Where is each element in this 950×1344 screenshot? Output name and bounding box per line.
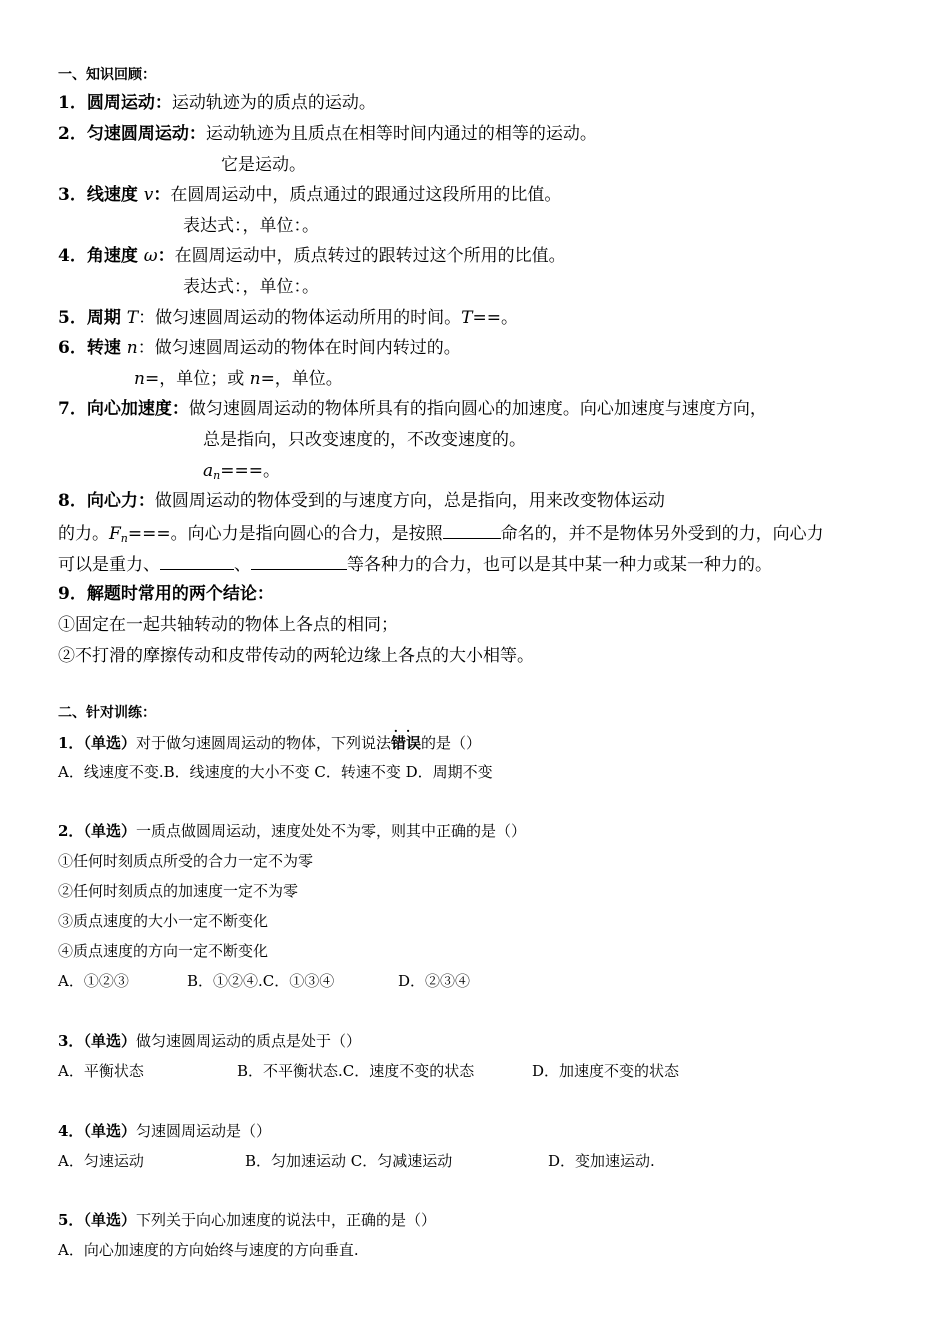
item-4-num: 4． xyxy=(58,246,87,266)
q3-stem: 做匀速圆周运动的质点是处于（） xyxy=(135,1032,361,1050)
q3-option-d: D．加速度不变的状态 xyxy=(532,1062,680,1080)
item-6-term: 转速 xyxy=(86,338,127,358)
q2-stem: 一质点做圆周运动，速度处处不为零，则其中正确的是（） xyxy=(135,822,526,840)
item-3-line2: 表达式：，单位：。 xyxy=(183,216,319,236)
question-3 xyxy=(58,1034,361,1049)
item-5-symbol: T xyxy=(126,308,139,328)
item-4-colon: ： xyxy=(157,246,175,266)
item-1-num: 1． xyxy=(58,93,87,113)
item-2 xyxy=(58,126,597,143)
item-8-text: 做圆周运动的物体受到的与速度方向，总是指向，用来改变物体运动 xyxy=(154,491,665,511)
q2-statement-4: ④质点速度的方向一定不断变化 xyxy=(58,942,269,960)
item-2-term: 匀速圆周运动： xyxy=(86,124,206,144)
item-6 xyxy=(58,340,461,357)
item-2-text: 运动轨迹为且质点在相等时间内通过的相等的运动。 xyxy=(205,124,597,144)
q1-options: A．线速度不变.B．线速度的大小不变 C．转速不变 D．周期不变 xyxy=(58,763,493,781)
item-5-text: 做匀速圆周运动的物体运动所用的时间。 xyxy=(155,308,462,328)
item-8-line3-a: 可以是重力、 xyxy=(58,555,160,575)
question-1 xyxy=(58,724,481,752)
blank-line-3 xyxy=(251,555,347,570)
q3-num: 3． xyxy=(58,1032,84,1050)
item-3-num: 3． xyxy=(58,185,87,205)
item-8-line3 xyxy=(58,555,772,574)
q2-option-d: D．②③④ xyxy=(398,972,471,990)
q1-num: 1． xyxy=(58,734,84,752)
item-6-colon: ： xyxy=(137,338,155,358)
item-8-line2-c: 命名的，并不是物体另外受到的力，向心力 xyxy=(500,524,824,544)
q4-option-bc: B．匀加速运动 C．匀减速运动 xyxy=(245,1152,453,1170)
q3-tag: （单选） xyxy=(83,1032,136,1050)
emphasis-dots: ·· xyxy=(393,724,419,738)
q1-stem-a: 对于做匀速圆周运动的物体，下列说法 xyxy=(135,734,391,752)
q2-statement-1: ①任何时刻质点所受的合力一定不为零 xyxy=(58,852,314,870)
item-7-text: 做匀速圆周运动的物体所具有的指向圆心的加速度。向心加速度与速度方向， xyxy=(188,399,767,419)
item-5-tail-symbol: T xyxy=(461,308,473,328)
item-3 xyxy=(58,187,561,204)
q2-tag: （单选） xyxy=(83,822,136,840)
item-8-num: 8． xyxy=(58,491,87,511)
question-4 xyxy=(58,1124,271,1139)
item-7 xyxy=(58,401,767,418)
item-8-line2-subscript: n xyxy=(120,532,128,545)
item-8-term: 向心力： xyxy=(86,491,155,511)
item-7-line3-symbol: a xyxy=(203,461,214,481)
item-6-line2-b: =，单位。 xyxy=(260,369,343,389)
item-5-term: 周期 xyxy=(86,308,127,328)
question-2 xyxy=(58,824,526,839)
q5-tag: （单选） xyxy=(83,1211,136,1229)
q5-option-a: A．向心加速度的方向始终与速度的方向垂直. xyxy=(58,1241,359,1259)
section2-title: 二、针对训练： xyxy=(58,705,156,721)
q2-statement-3: ③质点速度的大小一定不断变化 xyxy=(58,912,269,930)
q5-num: 5． xyxy=(58,1211,84,1229)
item-5-num: 5． xyxy=(58,308,87,328)
item-6-num: 6． xyxy=(58,338,87,358)
item-5 xyxy=(58,310,518,327)
item-7-num: 7． xyxy=(58,399,87,419)
item-6-symbol: n xyxy=(126,338,138,358)
item-2-line2: 它是运动。 xyxy=(221,155,306,175)
item-1 xyxy=(58,95,376,112)
q2-statement-2: ②任何时刻质点的加速度一定不为零 xyxy=(58,882,299,900)
q2-num: 2． xyxy=(58,822,84,840)
section1-title: 一、知识回顾： xyxy=(58,67,156,83)
item-2-num: 2． xyxy=(58,124,87,144)
item-6-line2-symbol-1: n xyxy=(134,369,145,389)
q4-tag: （单选） xyxy=(83,1122,136,1140)
item-5-tail: ==。 xyxy=(472,308,518,328)
item-5-colon: ： xyxy=(138,308,156,328)
item-8-line2-b: ===。向心力是指向圆心的合力，是按照 xyxy=(127,524,443,544)
item-3-term: 线速度 xyxy=(86,185,144,205)
item-6-line2 xyxy=(134,371,343,388)
item-3-colon: ： xyxy=(153,185,171,205)
q1-tag: （单选） xyxy=(83,734,136,752)
item-6-line2-a: =，单位；或 xyxy=(144,369,250,389)
item-8-line2 xyxy=(58,524,824,544)
item-9-term: 解题时常用的两个结论： xyxy=(86,584,274,604)
item-4-symbol: ω xyxy=(143,246,158,266)
blank-line-2 xyxy=(160,555,234,570)
item-4-text: 在圆周运动中，质点转过的跟转过这个所用的比值。 xyxy=(174,246,566,266)
question-5 xyxy=(58,1213,436,1228)
item-7-line3-subscript: n xyxy=(213,469,221,482)
q4-num: 4． xyxy=(58,1122,84,1140)
item-4 xyxy=(58,248,566,265)
q4-stem: 匀速圆周运动是（） xyxy=(135,1122,271,1140)
item-4-term: 角速度 xyxy=(86,246,144,266)
item-8-line3-c: 等各种力的合力，也可以是其中某一种力或某一种力的。 xyxy=(347,555,772,575)
item-7-term: 向心加速度： xyxy=(86,399,189,419)
item-7-line3 xyxy=(203,463,280,481)
conclusion-2: ②不打滑的摩擦传动和皮带传动的两轮边缘上各点的大小相等。 xyxy=(58,646,534,666)
item-6-line2-symbol-2: n xyxy=(249,369,261,389)
conclusion-1: ①固定在一起共轴转动的物体上各点的相同； xyxy=(58,615,398,635)
item-7-line2: 总是指向，只改变速度的，不改变速度的。 xyxy=(203,430,526,450)
q3-option-bc: B．不平衡状态.C．速度不变的状态 xyxy=(237,1062,475,1080)
item-3-text: 在圆周运动中，质点通过的跟通过这段所用的比值。 xyxy=(170,185,562,205)
q2-option-bc: B．①②④.C．①③④ xyxy=(187,972,335,990)
item-8-line2-symbol: F xyxy=(109,524,121,544)
item-8 xyxy=(58,493,665,510)
item-7-line3-text: ===。 xyxy=(220,461,280,481)
item-9-num: 9． xyxy=(58,584,87,604)
item-4-line2: 表达式：，单位：。 xyxy=(183,277,319,297)
q1-emphasis-text: 错误 xyxy=(390,734,421,752)
q1-stem-b: 的是（） xyxy=(420,734,481,752)
item-8-line3-b: 、 xyxy=(234,555,251,575)
q5-stem: 下列关于向心加速度的说法中，正确的是（） xyxy=(135,1211,436,1229)
blank-line-1 xyxy=(443,524,501,539)
q1-emphasis xyxy=(390,724,421,752)
item-8-line2-a: 的力。 xyxy=(58,524,109,544)
item-9 xyxy=(58,586,274,603)
q4-option-d: D．变加速运动. xyxy=(548,1152,655,1170)
item-6-text: 做匀速圆周运动的物体在时间内转过的。 xyxy=(154,338,461,358)
q3-option-a: A．平衡状态 xyxy=(58,1062,144,1080)
item-1-term: 圆周运动： xyxy=(86,93,172,113)
item-1-text: 运动轨迹为的质点的运动。 xyxy=(171,93,376,113)
q2-option-a: A．①②③ xyxy=(58,972,129,990)
item-3-symbol: v xyxy=(143,185,154,205)
q4-option-a: A．匀速运动 xyxy=(58,1152,144,1170)
